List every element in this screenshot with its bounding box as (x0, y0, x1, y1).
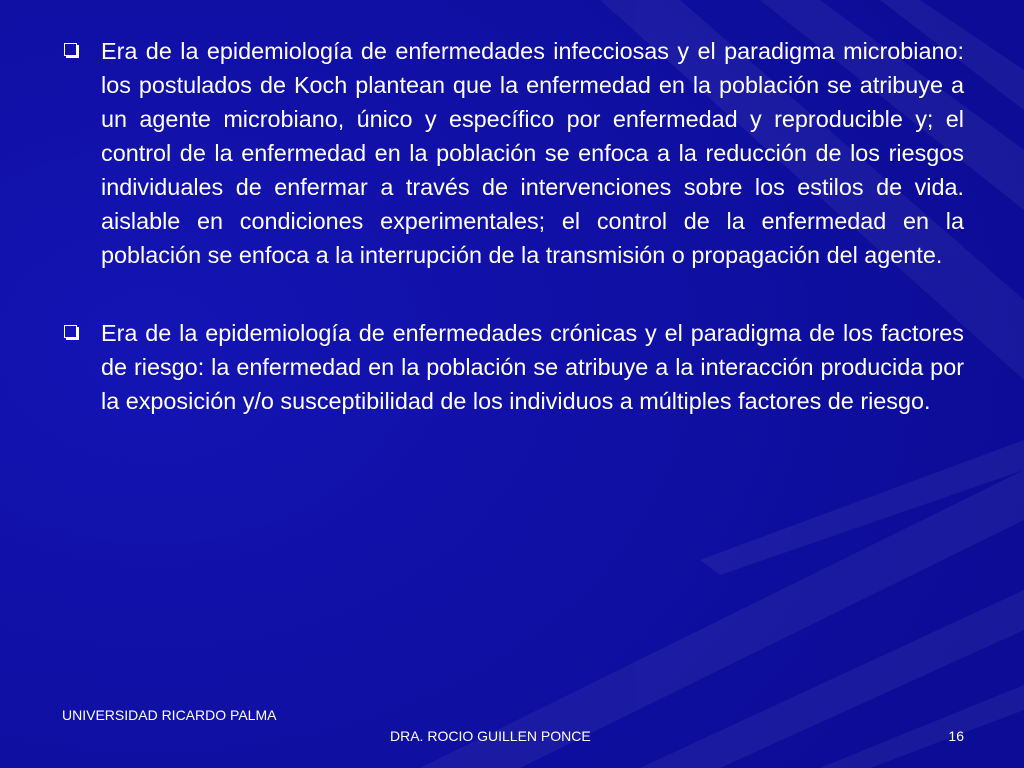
bullet-text: Era de la epidemiología de enfermedades crónicas y el paradigma de los factores de riesgo: la enfermedad en la población se atribuye a la interacción producida por la exposición y/o susceptibilidad de los individuos a múltiples factores de riesgo. (101, 320, 964, 414)
hollow-square-bullet-icon (64, 43, 77, 56)
footer-author: DRA. ROCIO GUILLEN PONCE (390, 728, 591, 744)
bullet-item-chronic-era (62, 316, 964, 418)
hollow-square-bullet-icon (64, 325, 77, 338)
slide-number: 16 (948, 728, 964, 744)
slide-body (62, 34, 964, 462)
bullet-item-infectious-era (62, 34, 964, 272)
footer-institution: UNIVERSIDAD RICARDO PALMA (62, 707, 277, 723)
bullet-text: Era de la epidemiología de enfermedades infecciosas y el paradigma microbiano: los postulados de Koch plantean que la enfermedad en la población se atribuye a un agente microbiano, único y específico por enfermedad y reproducible y; el control de la enfermedad en la población se enfoca a la reducción de los riesgos individuales de enfermar a través de intervenciones sobre los estilos de vida. aislable en condiciones experimentales; el control de la enfermedad en la población se enfoca a la interrupción de la transmisión o propagación del agente. (101, 38, 964, 268)
